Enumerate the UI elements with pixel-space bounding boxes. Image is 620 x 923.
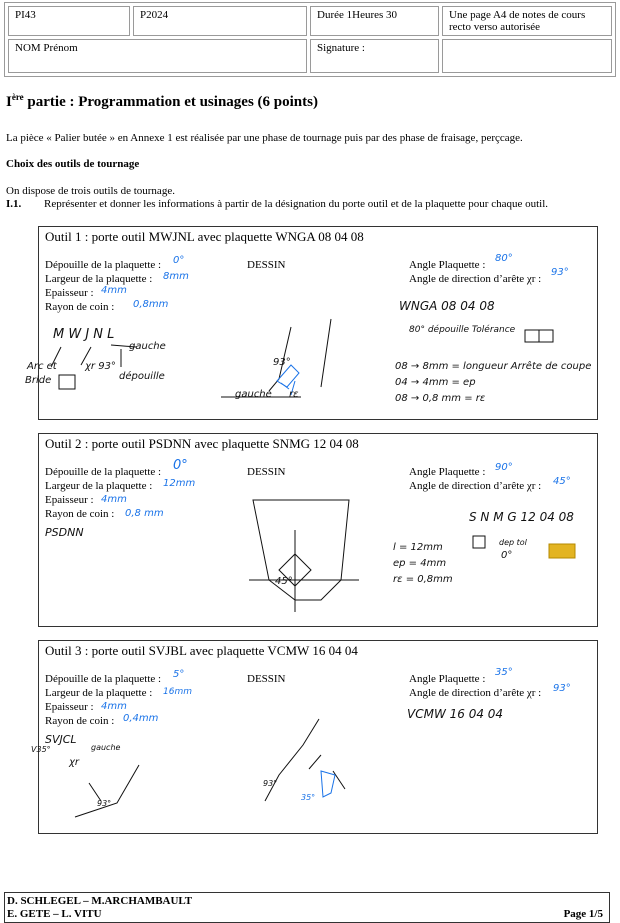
direction-label: Angle de direction d’arête χr : — [409, 273, 542, 285]
direction-label: Angle de direction d’arête χr : — [409, 687, 542, 699]
angle-value[interactable]: 35° — [495, 667, 513, 678]
depouille-value[interactable]: 5° — [173, 669, 185, 680]
dessin-label: DESSIN — [247, 673, 286, 685]
rayon-label: Rayon de coin : — [45, 508, 115, 520]
left-note: M W J N L — [53, 327, 115, 342]
angle-value[interactable]: 90° — [495, 462, 513, 473]
drawing-label: 93° — [263, 779, 278, 788]
tool-2-box — [38, 433, 598, 627]
tool-2-title: Outil 2 : porte outil PSDNN avec plaquette SNMG 12 04 08 — [45, 436, 359, 451]
sketch-3 — [59, 759, 149, 825]
left-note: χr — [69, 757, 80, 768]
authors-line2: E. GETE – L. VITU — [7, 908, 102, 920]
drawing-label: gauche — [235, 389, 272, 400]
left-note: PSDNN — [45, 526, 84, 539]
note-line: WNGA 08 04 08 — [399, 299, 495, 313]
dessin-label: DESSIN — [247, 466, 286, 478]
angle-label: Angle Plaquette : — [409, 673, 486, 685]
angle-value[interactable]: 80° — [495, 253, 513, 264]
note-line: rε = 0,8mm — [393, 574, 453, 585]
epaisseur-value[interactable]: 4mm — [101, 701, 127, 712]
rayon-label: Rayon de coin : — [45, 715, 115, 727]
rayon-value[interactable]: 0,8 mm — [125, 508, 164, 519]
note-line: 08 → 8mm = longueur Arrête de coupe — [395, 361, 592, 372]
tool-1-title: Outil 1 : porte outil MWJNL avec plaquette WNGA 08 04 08 — [45, 229, 364, 244]
direction-value[interactable]: 93° — [551, 267, 569, 278]
insert-icon — [523, 327, 557, 345]
angle-label: Angle Plaquette : — [409, 259, 486, 271]
left-note: dépouille — [119, 371, 165, 382]
note-line: VCMW 16 04 04 — [407, 707, 504, 721]
depouille-label: Dépouille de la plaquette : — [45, 259, 162, 271]
intro-text: La pièce « Palier butée » en Annexe 1 est réalisée par une phase de tournage puis par des phase de fraisage, perçcage. — [6, 132, 523, 144]
depouille-label: Dépouille de la plaquette : — [45, 466, 162, 478]
drawing-3 — [249, 715, 359, 825]
note-line: 08 → 0,8 mm = rε — [395, 393, 486, 404]
note-line: dep tol — [499, 538, 527, 547]
note-line: l = 12mm — [393, 542, 443, 553]
footer — [4, 892, 610, 923]
notes-cell: Une page A4 de notes de cours recto verso autorisée — [442, 6, 612, 36]
rayon-value[interactable]: 0,4mm — [123, 713, 159, 724]
note-line: 80° dépouille Tolérance — [409, 325, 516, 335]
left-note: SVJCL — [45, 733, 77, 746]
code-cell: PI43 — [8, 6, 130, 36]
period-cell: P2024 — [133, 6, 307, 36]
dessin-label: DESSIN — [247, 259, 286, 271]
left-note: gauche — [129, 341, 166, 352]
drawing-label: 45° — [275, 576, 293, 587]
page-title: Ière partie : Programmation et usinages (6 points) — [6, 92, 318, 110]
epaisseur-value[interactable]: 4mm — [101, 494, 127, 505]
left-note: Bride — [25, 375, 52, 386]
note-line: ep = 4mm — [393, 558, 447, 569]
authors-line1: D. SCHLEGEL – M.ARCHAMBAULT — [7, 895, 193, 907]
name-cell[interactable]: NOM Prénom — [8, 39, 307, 73]
drawing-label: 35° — [301, 793, 316, 802]
epaisseur-value[interactable]: 4mm — [101, 285, 127, 296]
direction-label: Angle de direction d’arête χr : — [409, 480, 542, 492]
largeur-value[interactable]: 8mm — [163, 271, 189, 282]
angle-label: Angle Plaquette : — [409, 466, 486, 478]
question-number: I.1. — [6, 198, 22, 210]
line1: On dispose de trois outils de tournage. — [6, 185, 175, 197]
largeur-label: Largeur de la plaquette : — [45, 687, 153, 699]
left-note: Arc et — [27, 361, 57, 372]
rayon-label: Rayon de coin : — [45, 301, 115, 313]
tool-3-title: Outil 3 : porte outil SVJBL avec plaquette VCMW 16 04 04 — [45, 643, 358, 658]
note-line: 04 → 4mm = ep — [395, 377, 476, 388]
left-note: χr 93° — [85, 361, 116, 372]
drawing-label: 93° — [273, 357, 291, 368]
tool-1-box — [25, 226, 598, 420]
largeur-label: Largeur de la plaquette : — [45, 273, 153, 285]
depouille-value[interactable]: 0° — [173, 458, 188, 473]
tool-3-box — [31, 640, 598, 834]
sketch-icon — [51, 327, 161, 397]
empty-cell — [442, 39, 612, 73]
left-note: V35° — [31, 745, 51, 754]
note-line: 0° — [501, 550, 513, 561]
drawing-label: 93° — [97, 799, 112, 808]
drawing-label: rε — [289, 389, 299, 400]
direction-value[interactable]: 93° — [553, 683, 571, 694]
largeur-label: Largeur de la plaquette : — [45, 480, 153, 492]
insert-icon — [471, 532, 581, 562]
largeur-value[interactable]: 12mm — [163, 478, 196, 489]
depouille-value[interactable]: 0° — [173, 255, 185, 266]
duration-cell: Durée 1Heures 30 — [310, 6, 439, 36]
depouille-label: Dépouille de la plaquette : — [45, 673, 162, 685]
question-text: Représenter et donner les informations à partir de la désignation du porte outil et de la plaquette pour chaque outil. — [44, 198, 549, 210]
rayon-value[interactable]: 0,8mm — [133, 299, 169, 310]
page-number: Page 1/5 — [563, 908, 603, 920]
section-heading: Choix des outils de tournage — [6, 158, 140, 170]
left-note: gauche — [91, 743, 121, 752]
direction-value[interactable]: 45° — [553, 476, 571, 487]
epaisseur-label: Epaisseur : — [45, 287, 94, 299]
largeur-value[interactable]: 16mm — [163, 687, 192, 697]
drawing-2 — [229, 490, 369, 614]
header-table — [4, 2, 616, 77]
note-line: S N M G 12 04 08 — [469, 510, 574, 524]
signature-cell[interactable]: Signature : — [310, 39, 439, 73]
epaisseur-label: Epaisseur : — [45, 494, 94, 506]
epaisseur-label: Epaisseur : — [45, 701, 94, 713]
